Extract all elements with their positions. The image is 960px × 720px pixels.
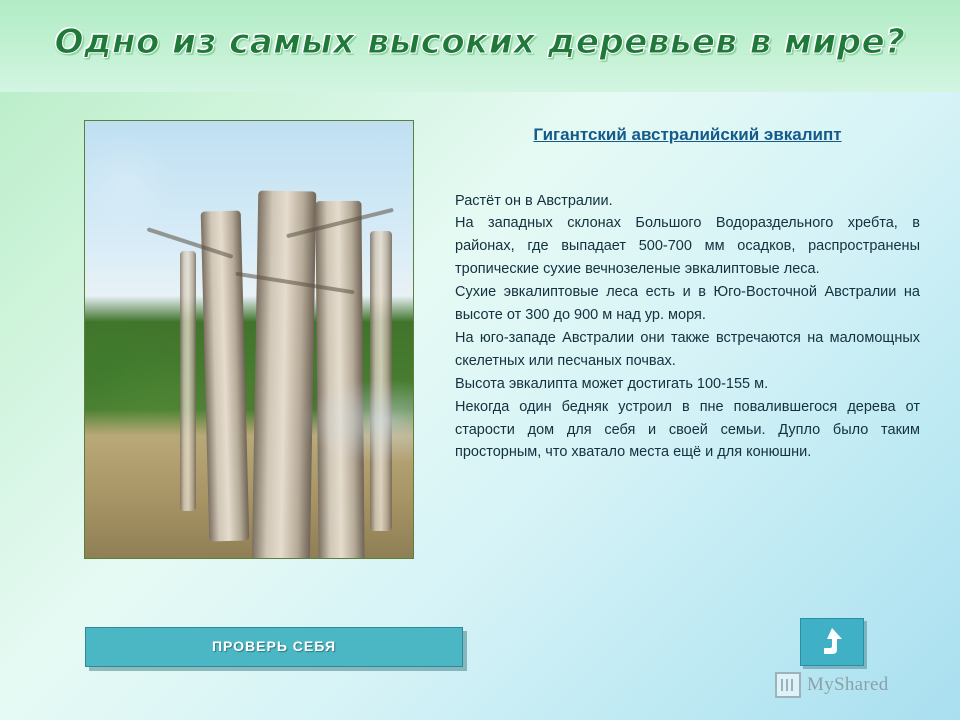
check-yourself-label: ПРОВЕРЬ СЕБЯ <box>211 638 337 654</box>
up-arrow-icon <box>818 626 846 658</box>
photo-image <box>85 121 413 558</box>
check-yourself-button[interactable] <box>85 627 463 667</box>
paragraph-6: Некогда один бедняк устроил в пне повалившегося дерева от старости дом для себя и своей семьи. Дупло было таким просторным, что хватало места ещё и для конюшни. <box>455 398 920 461</box>
watermark <box>775 672 889 698</box>
body-text <box>455 190 920 465</box>
page-title: Одно из самых высоких деревьев в мире? <box>54 22 906 62</box>
photo-lighting <box>85 121 413 558</box>
subject-title: Гигантский австралийский эвкалипт <box>533 125 842 144</box>
paragraph-1: Растёт он в Австралии. <box>455 192 613 209</box>
paragraph-3: Сухие эвкалиптовые леса есть и в Юго-Восточной Австралии на высоте от 300 до 900 м над ур. моря. <box>455 284 920 324</box>
watermark-label: MyShared <box>807 674 889 695</box>
text-column <box>455 122 920 464</box>
paragraph-4: На юго-западе Австралии они также встречаются на маломощных скелетных или песчаных почвах. <box>455 329 920 369</box>
paragraph-5: Высота эвкалипта может достигать 100-155 м. <box>455 375 769 392</box>
back-button[interactable] <box>800 618 864 666</box>
paragraph-2: На западных склонах Большого Водораздельного хребта, в районах, где выпадает 500-700 мм осадков, распространены тропические сухие вечнозеленые эвкалиптовые леса. <box>455 215 920 278</box>
title-band <box>0 0 960 92</box>
tree-photo <box>84 120 414 559</box>
myshared-logo-icon <box>775 672 801 698</box>
